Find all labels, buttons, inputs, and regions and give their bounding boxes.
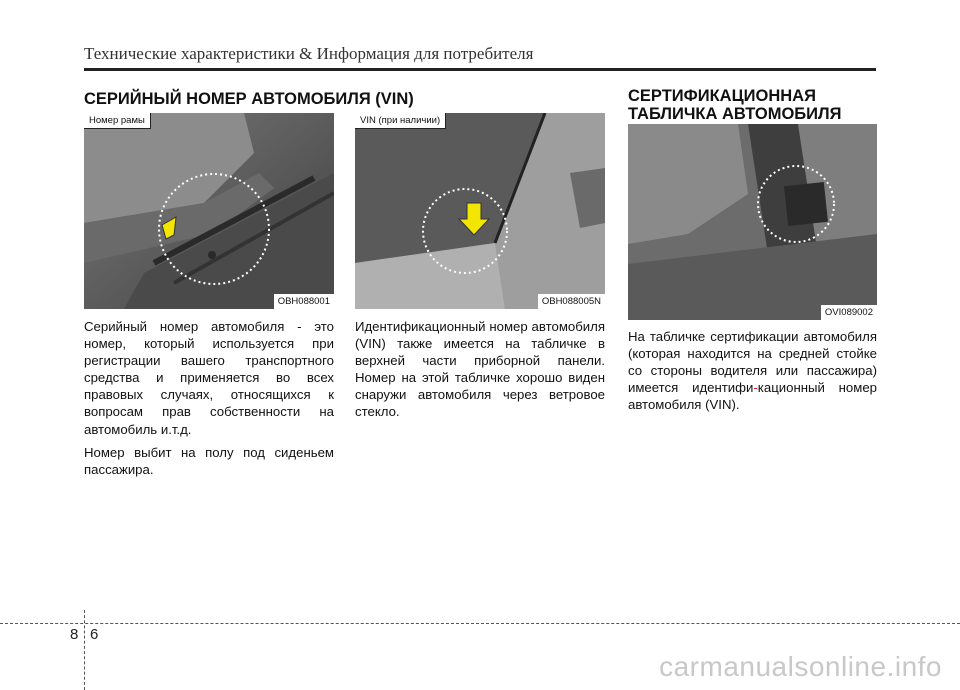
vin-column1-text [84,318,334,484]
cert-label-photo [628,124,877,320]
footer-vertical-rule [84,610,85,690]
vin-column2-text [355,318,605,427]
photo2-caption: VIN (при наличии) [355,113,446,129]
vin-windshield-photo [355,113,605,309]
cert-para-end: кационный номер автомобиля (VIN). [628,380,877,413]
page-section-number: 8 [70,626,79,643]
footer-rule [0,623,960,625]
vin-section-heading: СЕРИЙНЫЙ НОМЕР АВТОМОБИЛЯ (VIN) [84,90,414,108]
windshield-illustration [355,113,605,309]
cert-column-text [628,328,877,419]
vin-para1: Серийный номер автомобиля - это номер, который используется при регистрации вашего транспортного средства и применяется во всех правовых случаях, относящихся к вопросам прав собственности на автомобиль и.т.д. [84,319,334,437]
cert-para [628,328,877,413]
photo1-code: OBH088001 [274,294,334,309]
header-rule [84,68,876,71]
seat-floor-illustration [84,113,334,309]
photo1-caption: Номер рамы [84,113,151,129]
vin-para3: Идентификационный номер автомобиля (VIN) также имеется на табличке в верхней части приборной панели. Номер на этой табличке хорошо виден снаружи автомобиля через ветровое стекло. [355,319,605,420]
watermark: carmanualsonline.info [659,651,942,682]
cert-para-main: На табличке сертификации автомобиля (которая находится на средней стойке со стороны водителя или пассажира) имеется идентифи [628,329,877,396]
cert-heading-line1: СЕРТИФИКАЦИОННАЯ [628,87,816,105]
frame-number-photo [84,113,334,309]
page-header-title: Технические характеристики & Информация для потребителя [84,44,534,63]
cert-para-hyphen: - [753,380,758,396]
cert-section-heading [628,87,841,123]
photo2-code: OBH088005N [538,294,605,309]
photo3-code: OVI089002 [821,305,877,320]
cert-heading-line2: ТАБЛИЧКА АВТОМОБИЛЯ [628,105,842,123]
vin-para2: Номер выбит на полу под сиденьем пассажира. [84,444,334,477]
b-pillar-illustration [628,124,877,320]
page-number: 6 [90,626,99,643]
